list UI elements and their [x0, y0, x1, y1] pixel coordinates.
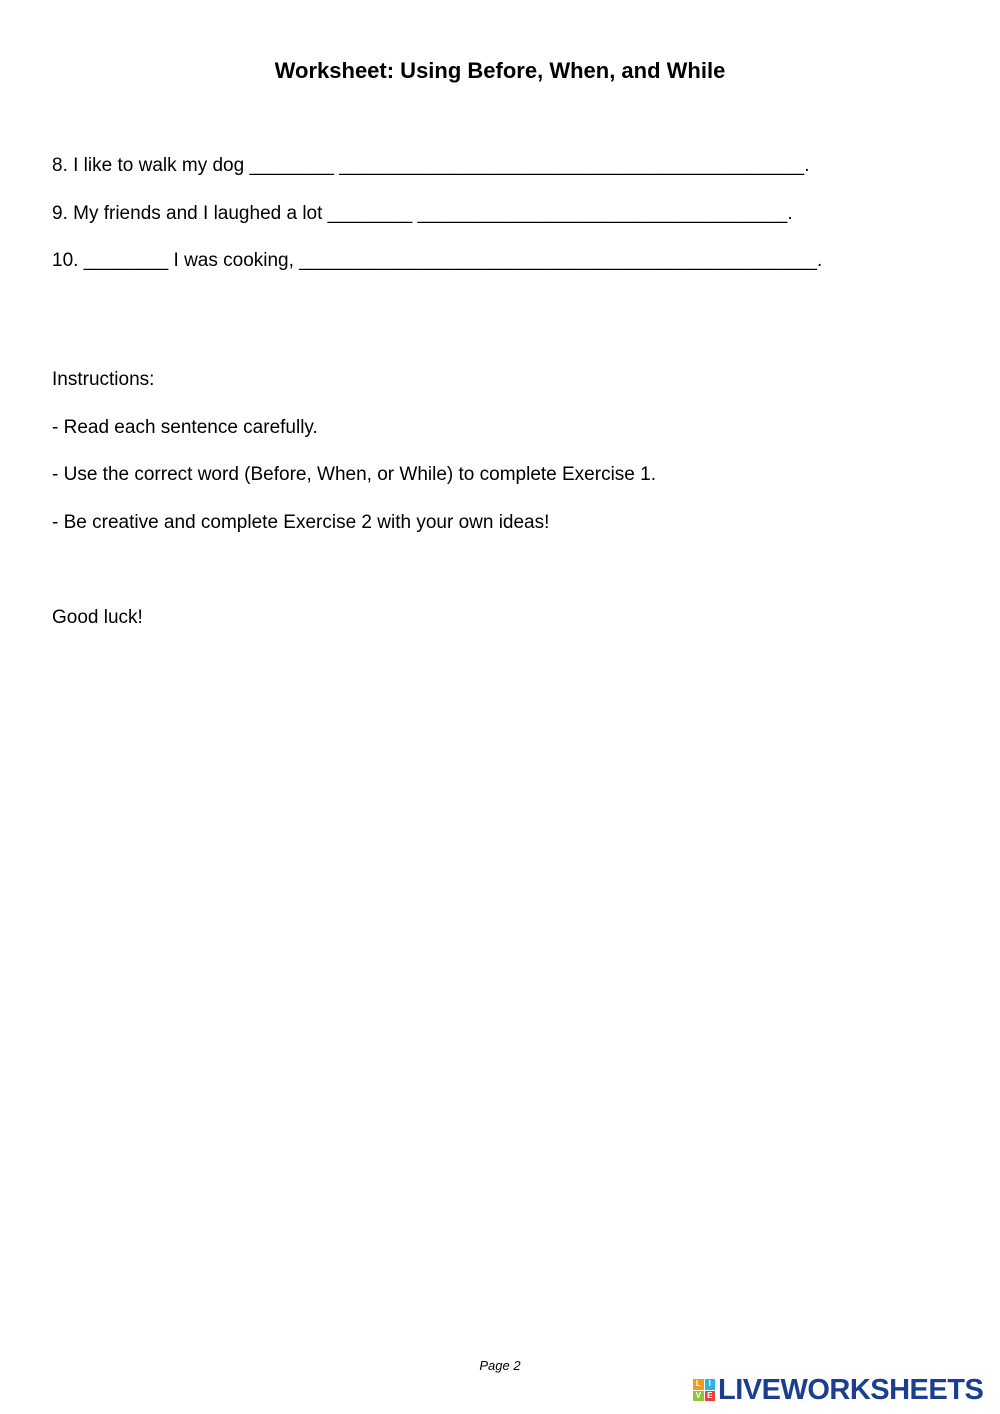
logo-tile-l: L — [693, 1379, 704, 1390]
instruction-item: - Read each sentence carefully. — [52, 417, 318, 438]
liveworksheets-logo — [693, 1376, 983, 1404]
closing-text: Good luck! — [52, 607, 143, 628]
logo-icon — [693, 1379, 715, 1401]
logo-text: LIVEWORKSHEETS — [718, 1374, 984, 1406]
logo-tile-v: V — [693, 1391, 704, 1402]
logo-tile-e: E — [705, 1391, 716, 1402]
exercise-item-10: 10. ________ I was cooking, _________________________________________________. — [52, 250, 823, 271]
logo-tile-i: I — [705, 1379, 716, 1390]
instruction-item: - Be creative and complete Exercise 2 with your own ideas! — [52, 512, 550, 533]
page-number: Page 2 — [479, 1358, 521, 1373]
page-title: Worksheet: Using Before, When, and While — [274, 58, 726, 83]
exercise-item-8: 8. I like to walk my dog ________ ____________________________________________. — [52, 155, 810, 176]
instruction-item: - Use the correct word (Before, When, or While) to complete Exercise 1. — [52, 464, 656, 485]
exercise-item-9: 9. My friends and I laughed a lot ________ ___________________________________. — [52, 203, 793, 224]
instructions-heading: Instructions: — [52, 369, 155, 390]
